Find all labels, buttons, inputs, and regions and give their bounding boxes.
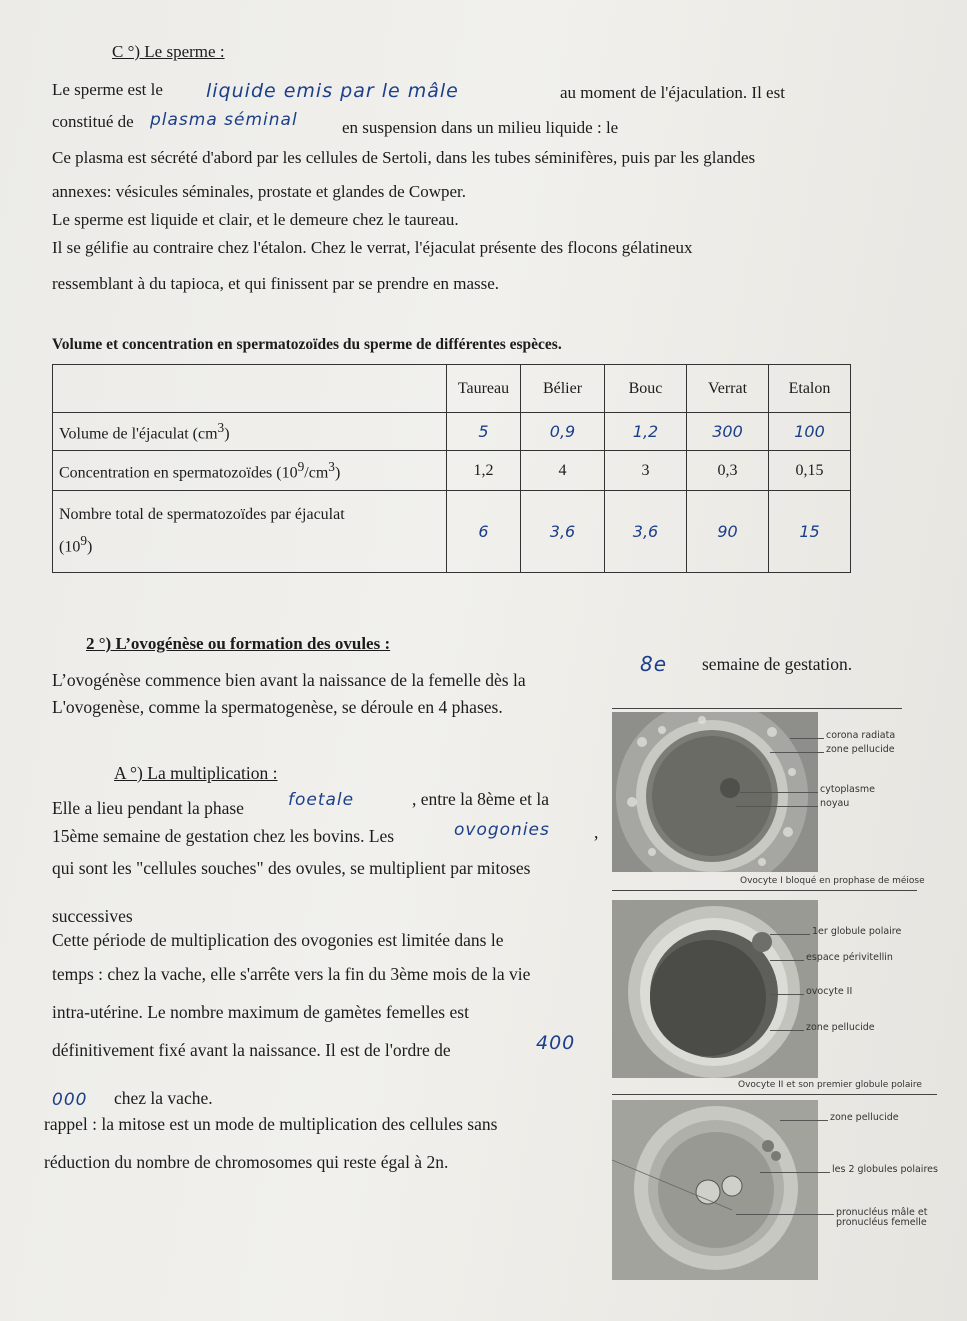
section-2-title: 2 °) L’ovogénèse ou formation des ovules : [86, 634, 391, 653]
column-header: Verrat [687, 365, 769, 413]
table-cell-handwritten: 90 [687, 491, 769, 573]
figure-pointer [770, 752, 824, 753]
figure-pointer [770, 934, 810, 935]
figure-label: cytoplasme [820, 784, 875, 795]
figure-pointer [780, 1120, 828, 1121]
figure-pointer [736, 1214, 834, 1215]
figure-label: pronucléus mâle et pronucléus femelle [836, 1207, 928, 1228]
table-cell-handwritten: 6 [447, 491, 521, 573]
plasma-paragraph-line1: Ce plasma est sécrété d'abord par les cellules de Sertoli, dans les tubes séminifères, puis par les glandes [52, 148, 756, 167]
figure-label: les 2 globules polaires [832, 1164, 938, 1175]
table-cell: 1,2 [447, 451, 521, 491]
multiplication-line2-end: , [594, 822, 599, 842]
column-header: Etalon [769, 365, 851, 413]
table-cell-handwritten: 0,9 [521, 413, 605, 451]
table-corner-cell [53, 365, 447, 413]
oocyte-ii-photo [612, 900, 818, 1078]
row-label: Volume de l'éjaculat $(cm^3)$ [53, 413, 447, 451]
figure-pointer [790, 738, 824, 739]
table-cell-handwritten: 15 [769, 491, 851, 573]
figure-caption: Ovocyte II et son premier globule polaire [738, 1080, 922, 1090]
sperm-volume-table [52, 364, 851, 573]
multiplication-line5: Cette période de multiplication des ovogonies est limitée dans le [52, 930, 504, 950]
figure-divider [612, 890, 917, 891]
section-c-title: C °) Le sperme : [112, 42, 225, 61]
table-cell: 4 [521, 451, 605, 491]
mitosis-reminder-line1: rappel : la mitose est un mode de multiplication des cellules sans [44, 1114, 498, 1134]
column-header: Taureau [447, 365, 521, 413]
table-row [53, 451, 851, 491]
figure-label: zone pellucide [806, 1022, 875, 1033]
figure-label: espace périvitellin [806, 952, 893, 963]
column-header: Bouc [605, 365, 687, 413]
table-cell-handwritten: 300 [687, 413, 769, 451]
table-row [53, 491, 851, 573]
table-cell-handwritten: 3,6 [605, 491, 687, 573]
table-caption: Volume et concentration en spermatozoïdes du sperme de différentes espèces. [52, 336, 562, 353]
figure-caption: Ovocyte I bloqué en prophase de méiose [740, 876, 925, 886]
figure-pointer [770, 960, 804, 961]
table-cell: 0,3 [687, 451, 769, 491]
multiplication-line6: temps : chez la vache, elle s'arrête vers la fin du 3ème mois de la vie [52, 964, 531, 984]
multiplication-line7: intra-utérine. Le nombre maximum de gamètes femelles est [52, 1002, 469, 1022]
ovogenesis-week-handwritten: 8e [640, 652, 668, 676]
plasma-paragraph-line3: Le sperme est liquide et clair, et le demeure chez le taureau. [52, 210, 459, 229]
table-cell-handwritten: 5 [447, 413, 521, 451]
figure-pointer [770, 1030, 804, 1031]
sperm-def-handwritten-1: liquide emis par le mâle [206, 80, 459, 102]
sperm-def-line1-end: au moment de l'éjaculation. Il est [560, 83, 785, 102]
table-header-row [53, 365, 851, 413]
multiplication-line1-start: Elle a lieu pendant la phase [52, 798, 244, 818]
row-label: Concentration en spermatozoïdes $(10^9/cm^3)$ [53, 451, 447, 491]
multiplication-line9-end: chez la vache. [114, 1088, 213, 1108]
figure-divider [612, 1094, 937, 1095]
zygote-photo [612, 1100, 818, 1280]
figure-divider [612, 708, 902, 709]
gamete-count-handwritten-1: 400 [536, 1032, 576, 1054]
multiplication-line1-end: , entre la 8ème et la [412, 789, 550, 809]
figure-label: 1er globule polaire [812, 926, 902, 937]
multiplication-line8-start: définitivement fixé avant la naissance. Il est de l'ordre de [52, 1040, 451, 1060]
plasma-paragraph-line2: annexes: vésicules séminales, prostate et glandes de Cowper. [52, 182, 467, 201]
table-cell: 0,15 [769, 451, 851, 491]
column-header: Bélier [521, 365, 605, 413]
table-cell-handwritten: 1,2 [605, 413, 687, 451]
multiplication-line2-start: 15ème semaine de gestation chez les bovins. Les [52, 826, 395, 846]
figure-label: ovocyte II [806, 986, 853, 997]
sperm-def-line2-end: en suspension dans un milieu liquide : le [342, 118, 619, 137]
multiplication-line4: successives [52, 906, 133, 926]
figure-label: corona radiata [826, 730, 896, 741]
figure-pointer [740, 792, 818, 793]
table-cell: 3 [605, 451, 687, 491]
figure-pointer [770, 994, 804, 995]
table-cell-handwritten: 3,6 [521, 491, 605, 573]
figure-label: noyau [820, 798, 850, 809]
figure-pointer [760, 1172, 830, 1173]
multiplication-line3: qui sont les "cellules souches" des ovules, se multiplient par mitoses [52, 858, 531, 878]
multiplication-cells-handwritten: ovogonies [454, 820, 550, 840]
ovogenesis-intro-end: semaine de gestation. [702, 654, 853, 674]
figure-pointer [736, 806, 818, 807]
figure-label: zone pellucide [826, 744, 895, 755]
table-row [53, 413, 851, 451]
ovogenesis-intro-start: L’ovogénèse commence bien avant la naissance de la femelle dès la [52, 670, 526, 690]
section-a-title: A °) La multiplication : [114, 763, 278, 783]
sperm-def-line2-start: constitué de [52, 112, 134, 131]
multiplication-phase-handwritten: foetale [288, 790, 355, 810]
sperm-def-handwritten-2: plasma séminal [150, 110, 298, 130]
plasma-paragraph-line4: Il se gélifie au contraire chez l'étalon. Chez le verrat, l'éjaculat présente des flocons gélatineux [52, 238, 693, 257]
mitosis-reminder-line2: réduction du nombre de chromosomes qui reste égal à 2n. [44, 1152, 449, 1172]
row-label: Nombre total de spermatozoïdes par éjaculat $(10^9)$ [53, 491, 447, 573]
plasma-paragraph-line5: ressemblant à du tapioca, et qui finissent par se prendre en masse. [52, 274, 500, 293]
sperm-def-line1-start: Le sperme est le [52, 80, 163, 99]
figure-label: zone pellucide [830, 1112, 899, 1123]
table-cell-handwritten: 100 [769, 413, 851, 451]
gamete-count-handwritten-2: 000 [52, 1090, 88, 1110]
ovogenesis-phases-line: L'ovogenèse, comme la spermatogenèse, se déroule en 4 phases. [52, 697, 503, 717]
